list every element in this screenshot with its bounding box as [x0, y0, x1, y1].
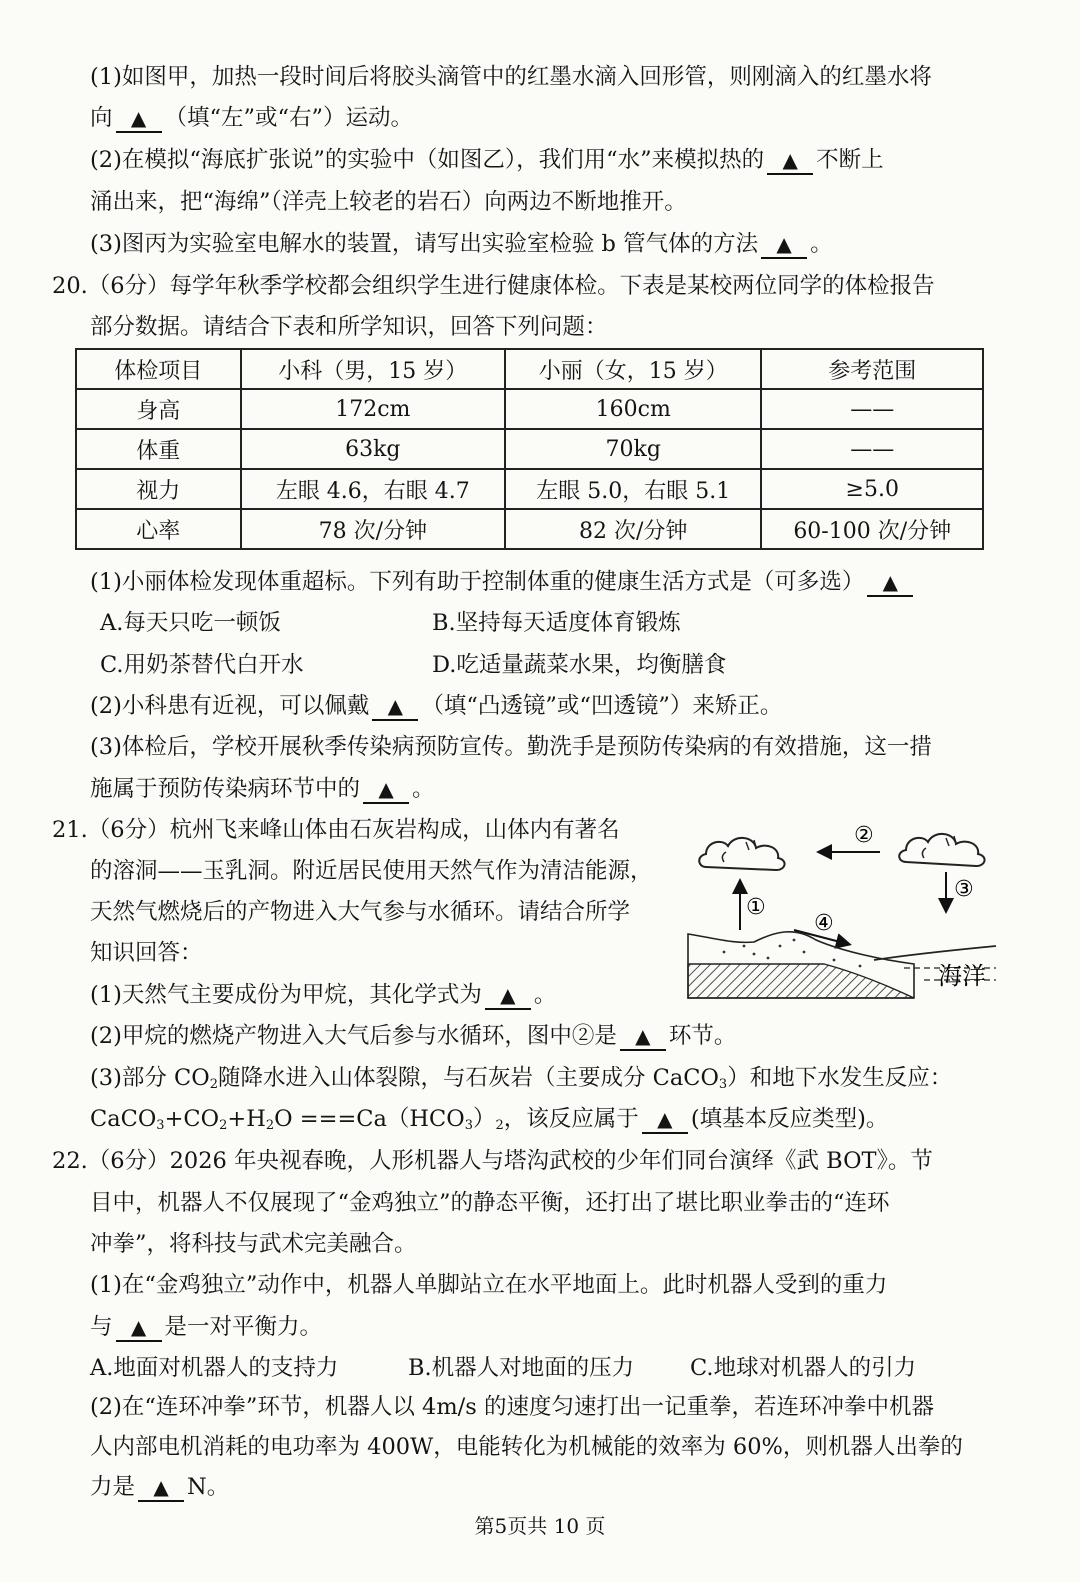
- q19-part2-line2: 涌出来，把“海绵”（洋壳上较老的岩石）向两边不断地推开。: [90, 189, 687, 215]
- table-cell: 160cm: [505, 389, 761, 429]
- table-row: [76, 469, 983, 509]
- q22-option-c: C.地球对机器人的引力: [690, 1355, 917, 1381]
- q19-part1-line1: (1)如图甲，加热一段时间后将胶头滴管中的红墨水滴入回形管，则刚滴入的红墨水将: [90, 64, 932, 90]
- table-cell: 78 次/分钟: [241, 509, 505, 549]
- q20-part1: (1)小丽体检发现体重超标。下列有助于控制体重的健康生活方式是（可多选） ▲: [90, 567, 916, 597]
- table-row: [76, 389, 983, 429]
- table-cell: 身高: [76, 389, 241, 429]
- q22-heading-1: 22.（6分）2026 年央视春晚，人形机器人与塔沟武校的少年们同台演绎《武 BOT》。节: [52, 1148, 933, 1174]
- table-cell: 60-100 次/分钟: [761, 509, 983, 549]
- q21-part3-line2: $CaCO_3+CO_2+H_2O ===Ca(HCO_3)_2$，该反应属于 ▲ (填基本反应类型)。: [90, 1106, 889, 1133]
- table-cell: 70kg: [505, 429, 761, 469]
- q21-part3-line1: (3)部分 $CO_2$随降水进入山体裂隙，与石灰岩（主要成分 CaCO$_3$）和地下水发生反应：: [90, 1065, 953, 1092]
- q20-heading-2: 部分数据。请结合下表和所学知识，回答下列问题：: [90, 314, 608, 340]
- q19-part1-line2: 向 ▲ （填“左”或“右”）运动。: [90, 105, 414, 131]
- answer-blank[interactable]: ▲: [867, 569, 913, 597]
- q22-option-a: A.地面对机器人的支持力: [90, 1355, 339, 1381]
- table-header: 小科（男，15 岁）: [241, 349, 505, 389]
- answer-blank[interactable]: ▲: [138, 1474, 184, 1502]
- answer-blank[interactable]: ▲: [767, 147, 813, 175]
- table-header: 参考范围: [761, 349, 983, 389]
- table-cell: 体重: [76, 429, 241, 469]
- q19-part3: (3)图丙为实验室电解水的装置，请写出实验室检验 b 管气体的方法 ▲ 。: [90, 231, 833, 257]
- table-header: 体检项目: [76, 349, 241, 389]
- answer-blank[interactable]: ▲: [485, 982, 531, 1010]
- table-cell: 172cm: [241, 389, 505, 429]
- table-header-row: [76, 349, 983, 389]
- page-footer: 第5页共 10 页: [474, 1514, 606, 1538]
- table-cell: ≥5.0: [761, 469, 983, 509]
- q22-heading-2: 目中，机器人不仅展现了“金鸡独立”的静态平衡，还打出了堪比职业拳击的“连环: [90, 1190, 890, 1216]
- answer-blank[interactable]: ▲: [116, 1314, 162, 1342]
- label-2: ②: [854, 823, 874, 848]
- water-cycle-diagram: [684, 812, 1000, 1002]
- table-cell: 左眼 5.0，右眼 5.1: [505, 469, 761, 509]
- cloud-left-icon: [699, 838, 784, 870]
- label-3: ③: [954, 877, 974, 902]
- q21-heading-4: 知识回答：: [90, 940, 203, 966]
- table-cell: 63kg: [241, 429, 505, 469]
- health-report-table: [75, 348, 984, 550]
- q22-part2-line2: 人内部电机消耗的电功率为 400W，电能转化为机械能的效率为 60%，则机器人出拳的: [90, 1434, 963, 1460]
- q20-part2: (2)小科患有近视，可以佩戴 ▲ （填“凸透镜”或“凹透镜”）来矫正。: [90, 693, 783, 719]
- q22-part2-line1: (2)在“连环冲拳”环节，机器人以 4m/s 的速度匀速打出一记重拳，若连环冲拳中机器: [90, 1394, 934, 1420]
- label-1: ①: [746, 895, 766, 920]
- q21-part2: (2)甲烷的燃烧产物进入大气后参与水循环，图中②是 ▲ 环节。: [90, 1023, 737, 1049]
- q20-part3-line2: 施属于预防传染病环节中的 ▲ 。: [90, 776, 435, 802]
- q20-option-c: C.用奶茶替代白开水: [100, 652, 304, 678]
- table-cell: ——: [761, 389, 983, 429]
- table-cell: 视力: [76, 469, 241, 509]
- q22-part2-line3: 力是 ▲ N。: [90, 1474, 230, 1500]
- table-cell: 心率: [76, 509, 241, 549]
- answer-blank[interactable]: ▲: [363, 776, 409, 804]
- q20-option-b: B.坚持每天适度体育锻炼: [432, 610, 681, 636]
- q22-part1-line1: (1)在“金鸡独立”动作中，机器人单脚站立在水平地面上。此时机器人受到的重力: [90, 1272, 888, 1298]
- q21-heading-2: 的溶洞——玉乳洞。附近居民使用天然气作为清洁能源，: [90, 858, 653, 884]
- answer-blank[interactable]: ▲: [761, 231, 807, 259]
- answer-blank[interactable]: ▲: [372, 693, 418, 721]
- q20-option-a: A.每天只吃一顿饭: [100, 610, 281, 636]
- q21-heading-1: 21.（6分）杭州飞来峰山体由石灰岩构成，山体内有著名: [52, 817, 620, 843]
- label-4: ④: [814, 911, 834, 936]
- answer-blank[interactable]: ▲: [116, 105, 162, 133]
- q20-option-d: D.吃适量蔬菜水果，均衡膳食: [432, 652, 727, 678]
- cloud-right-icon: [899, 834, 984, 866]
- bedrock-layer: [688, 964, 914, 998]
- table-row: [76, 429, 983, 469]
- table-row: [76, 509, 983, 549]
- q22-heading-3: 冲拳”，将科技与武术完美融合。: [90, 1231, 417, 1257]
- q20-part3-line1: (3)体检后，学校开展秋季传染病预防宣传。勤洗手是预防传染病的有效措施，这一措: [90, 734, 932, 760]
- table-cell: 82 次/分钟: [505, 509, 761, 549]
- q21-heading-3: 天然气燃烧后的产物进入大气参与水循环。请结合所学: [90, 899, 631, 925]
- q19-part2-line1: (2)在模拟“海底扩张说”的实验中（如图乙），我们用“水”来模拟热的 ▲ 不断上: [90, 147, 884, 173]
- ocean-surface: [874, 946, 996, 960]
- table-cell: 左眼 4.6，右眼 4.7: [241, 469, 505, 509]
- answer-blank[interactable]: ▲: [620, 1023, 666, 1051]
- q22-option-b: B.机器人对地面的压力: [408, 1355, 635, 1381]
- table-header: 小丽（女，15 岁）: [505, 349, 761, 389]
- q21-part1: (1)天然气主要成份为甲烷，其化学式为 ▲ 。: [90, 982, 557, 1008]
- q22-part1-line2: 与 ▲ 是一对平衡力。: [90, 1314, 323, 1340]
- table-cell: ——: [761, 429, 983, 469]
- ocean-label: 海洋: [938, 962, 986, 990]
- q20-heading: 20.（6分）每学年秋季学校都会组织学生进行健康体检。下表是某校两位同学的体检报告: [52, 273, 935, 299]
- answer-blank[interactable]: ▲: [642, 1106, 688, 1134]
